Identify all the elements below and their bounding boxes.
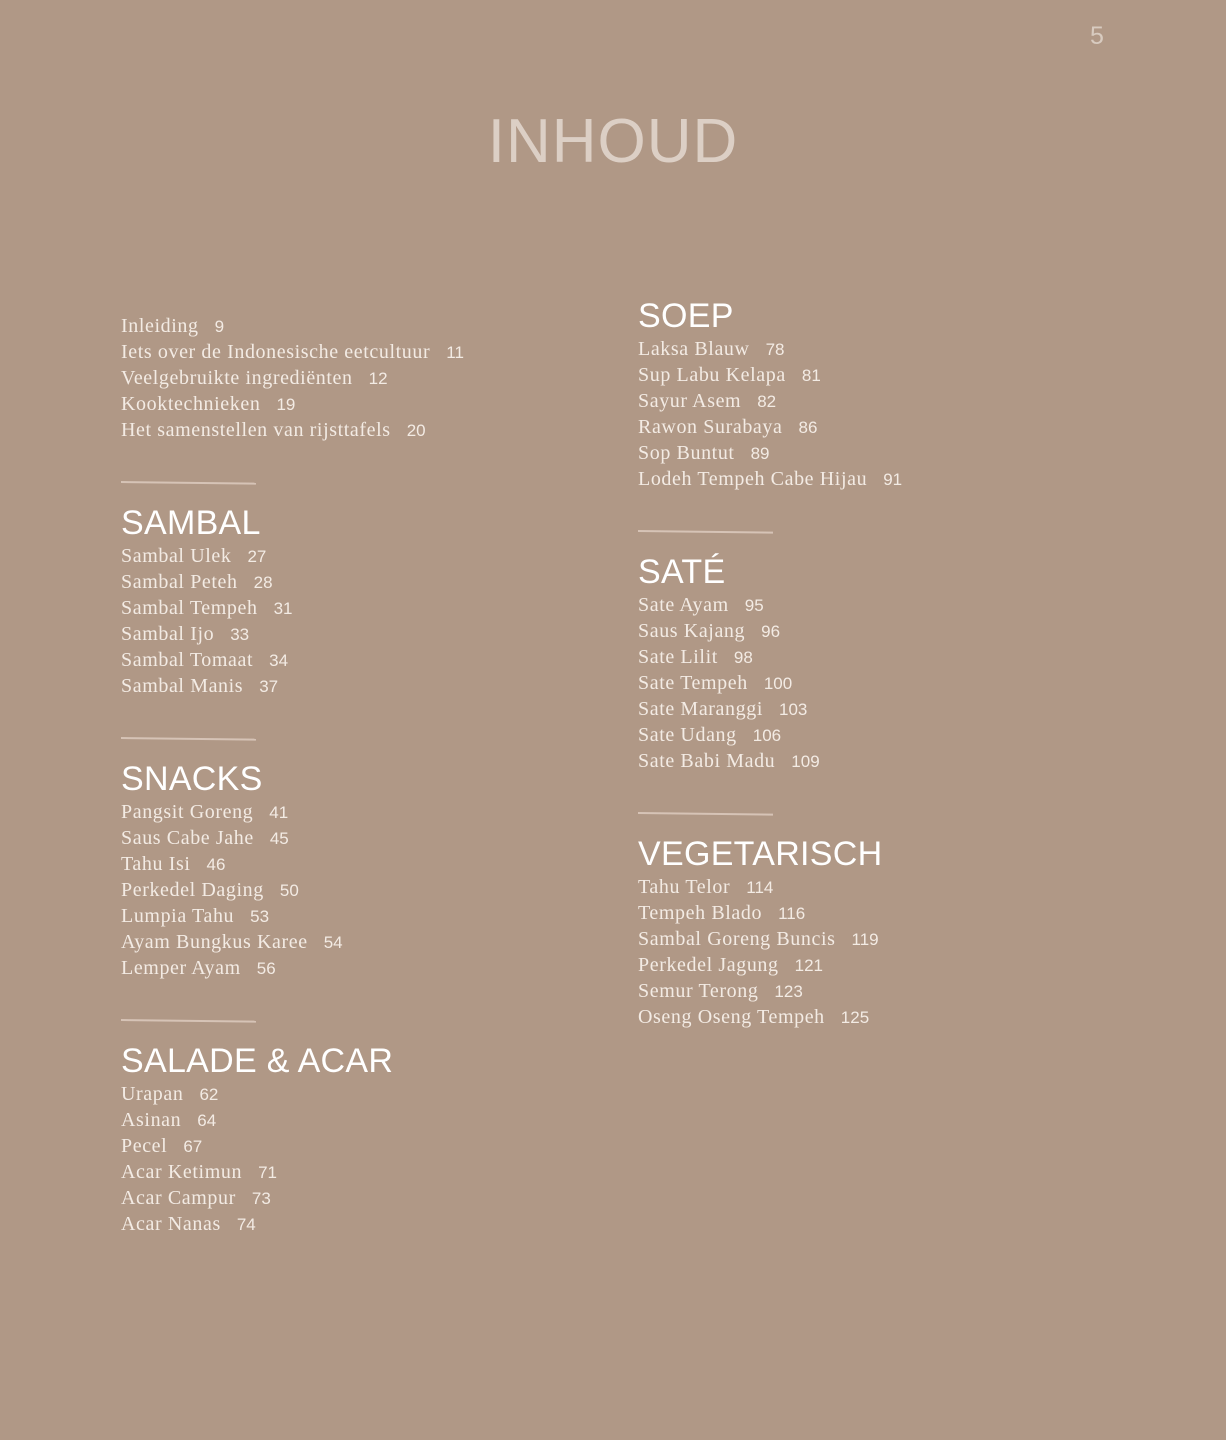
section-snacks [121,761,601,981]
section-title-sambal: SAMBAL [121,504,261,542]
snacks-list [121,799,601,981]
entry-page-number: 20 [406,421,426,440]
toc-entry [121,877,601,903]
entry-page-number: 54 [323,933,343,952]
intro-list [121,313,601,443]
section-title-soep: SOEP [638,297,734,335]
entry-title: Sate Maranggi [638,698,763,720]
entry-page-number: 19 [276,395,296,414]
entry-title: Sop Buntut [638,442,735,464]
section-soep [638,298,1118,492]
toc-column-left [121,313,601,1237]
entry-page-number: 96 [761,622,781,641]
toc-entry [638,748,1118,774]
entry-page-number: 78 [765,340,785,359]
toc-entry [638,592,1118,618]
entry-title: Ayam Bungkus Karee [121,931,308,953]
entry-title: Sate Ayam [638,594,729,616]
entry-page-number: 98 [733,648,753,667]
toc-entry [121,417,601,443]
entry-title: Laksa Blauw [638,338,750,360]
toc-entry [638,900,1118,926]
entry-page-number: 103 [779,700,808,719]
section-title-snacks: SNACKS [121,760,263,798]
entry-title: Kooktechnieken [121,393,261,415]
toc-entry [121,929,601,955]
entry-page-number: 46 [206,855,226,874]
entry-title: Sambal Manis [121,675,244,697]
entry-title: Pecel [121,1135,168,1157]
entry-title: Inleiding [121,315,199,337]
entry-page-number: 125 [840,1008,870,1027]
toc-entry [638,978,1118,1004]
section-divider [121,481,256,485]
entry-page-number: 91 [883,470,903,489]
entry-page-number: 56 [256,959,276,978]
entry-page-number: 37 [259,677,279,696]
entry-title: Sambal Tomaat [121,649,254,671]
entry-page-number: 67 [183,1137,203,1156]
toc-entry [638,336,1118,362]
toc-entry [638,388,1118,414]
entry-title: Perkedel Daging [121,879,264,901]
entry-page-number: 74 [236,1215,256,1234]
toc-entry [121,543,601,569]
entry-title: Sate Babi Madu [638,750,776,772]
entry-page-number: 45 [269,829,289,848]
entry-page-number: 82 [757,392,777,411]
entry-title: Sambal Tempeh [121,597,258,619]
entry-page-number: 123 [774,982,803,1001]
entry-page-number: 34 [269,651,289,670]
section-divider [638,812,773,816]
toc-entry [121,313,601,339]
entry-page-number: 109 [791,752,820,771]
toc-entry [121,799,601,825]
entry-page-number: 121 [794,956,824,975]
entry-title: Lumpia Tahu [121,905,235,927]
toc-entry [121,1159,601,1185]
entry-title: Lemper Ayam [121,957,241,979]
toc-entry [121,365,601,391]
toc-entry [638,952,1118,978]
entry-title: Semur Terong [638,980,759,1002]
entry-page-number: 86 [798,418,818,437]
entry-title: Sambal Ulek [121,545,232,567]
section-divider [638,530,773,534]
entry-title: Tahu Telor [638,876,731,898]
entry-title: Oseng Oseng Tempeh [638,1006,825,1028]
toc-entry [121,1211,601,1237]
toc-entry [638,618,1118,644]
section-sate [638,554,1118,774]
toc-entry [638,644,1118,670]
entry-page-number: 100 [763,674,793,693]
section-vegetarisch [638,836,1118,1030]
toc-column-right [638,298,1118,1030]
entry-page-number: 64 [197,1111,217,1130]
entry-page-number: 11 [446,343,464,362]
entry-title: Lodeh Tempeh Cabe Hijau [638,468,868,490]
entry-page-number: 50 [279,881,299,900]
entry-page-number: 27 [247,547,267,566]
entry-title: Perkedel Jagung [638,954,779,976]
entry-page-number: 28 [253,573,273,592]
entry-page-number: 106 [752,726,782,745]
entry-title: Acar Ketimun [121,1161,243,1183]
toc-entry [121,903,601,929]
entry-title: Acar Nanas [121,1213,221,1235]
entry-page-number: 81 [801,366,821,385]
entry-title: Sate Udang [638,724,737,746]
toc-entry [121,1185,601,1211]
entry-page-number: 31 [273,599,293,618]
entry-page-number: 119 [851,930,879,949]
toc-entry [638,696,1118,722]
toc-entry [121,955,601,981]
toc-entry [121,1133,601,1159]
toc-entry [638,1004,1118,1030]
entry-page-number: 41 [269,803,289,822]
entry-title: Pangsit Goreng [121,801,254,823]
toc-entry [121,621,601,647]
entry-title: Sambal Ijo [121,623,215,645]
entry-page-number: 114 [746,878,774,897]
toc-entry [121,825,601,851]
toc-entry [638,440,1118,466]
toc-entry [121,673,601,699]
toc-entry [121,391,601,417]
section-title-salade-acar: SALADE & ACAR [121,1042,394,1080]
entry-title: Iets over de Indonesische eetcultuur [121,341,431,363]
entry-page-number: 9 [214,317,225,336]
entry-title: Asinan [121,1109,182,1131]
page-title: INHOUD [487,107,739,176]
section-divider [121,1019,256,1023]
entry-page-number: 89 [750,444,770,463]
toc-entry [121,339,601,365]
entry-page-number: 53 [250,907,270,926]
entry-page-number: 33 [230,625,250,644]
section-salade-acar [121,1043,601,1237]
entry-title: Tempeh Blado [638,902,763,924]
entry-title: Rawon Surabaya [638,416,783,438]
section-title-sate: SATÉ [638,553,726,591]
toc-entry [638,926,1118,952]
toc-entry [638,722,1118,748]
section-divider [121,737,256,741]
entry-page-number: 71 [258,1163,277,1182]
salade-list [121,1081,601,1237]
entry-page-number: 12 [368,369,388,388]
page-number: 5 [1090,22,1104,50]
entry-title: Sup Labu Kelapa [638,364,786,386]
toc-entry [121,647,601,673]
entry-title: Het samenstellen van rijsttafels [121,419,391,441]
toc-entry [121,595,601,621]
entry-title: Saus Cabe Jahe [121,827,254,849]
entry-page-number: 95 [744,596,764,615]
entry-title: Urapan [121,1083,184,1105]
toc-entry [638,466,1118,492]
toc-entry [638,414,1118,440]
toc-entry [121,1107,601,1133]
soep-list [638,336,1118,492]
entry-title: Sambal Peteh [121,571,238,593]
entry-title: Sayur Asem [638,390,742,412]
entry-title: Tahu Isi [121,853,191,875]
sate-list [638,592,1118,774]
toc-entry [121,851,601,877]
entry-title: Acar Campur [121,1187,236,1209]
toc-entry [638,874,1118,900]
toc-entry [121,569,601,595]
vegetarisch-list [638,874,1118,1030]
entry-title: Saus Kajang [638,620,746,642]
toc-entry [121,1081,601,1107]
toc-entry [638,670,1118,696]
entry-title: Sambal Goreng Buncis [638,928,836,950]
section-sambal [121,505,601,699]
entry-title: Sate Tempeh [638,672,748,694]
section-title-vegetarisch: VEGETARISCH [638,835,883,873]
toc-entry [638,362,1118,388]
entry-page-number: 73 [251,1189,271,1208]
entry-page-number: 62 [199,1085,219,1104]
entry-title: Veelgebruikte ingrediënten [121,367,353,389]
entry-title: Sate Lilit [638,646,718,668]
entry-page-number: 116 [778,904,806,923]
sambal-list [121,543,601,699]
